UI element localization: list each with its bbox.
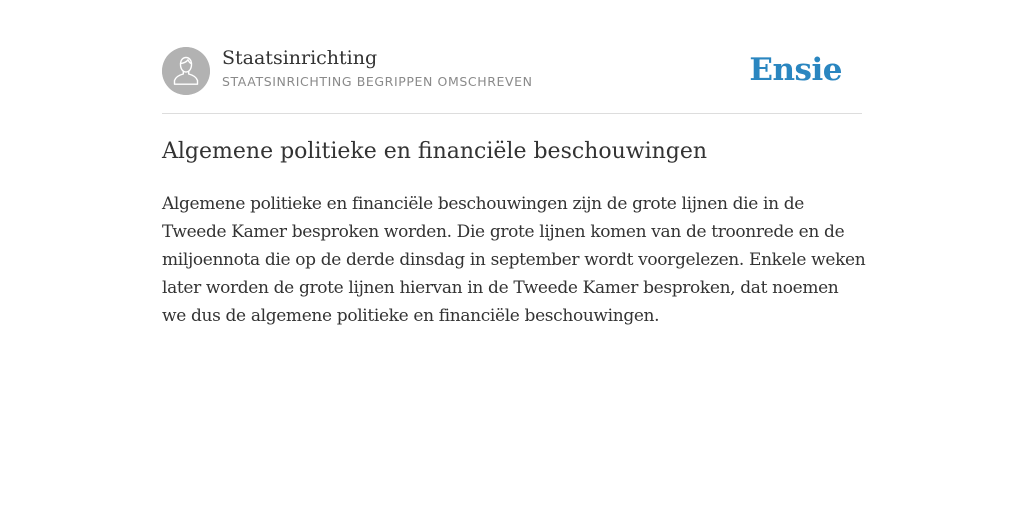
- article-body: Algemene politieke en financiële beschouwingen zijn de grote lijnen die in de Tweede Kamer besproken worden. Die grote lijnen komen van de troonrede en de miljoennota die op de derde dinsdag in september wordt voorgelezen. Enkele weken later worden de grote lijnen hiervan in de Tweede Kamer besproken, dat noemen we dus de algemene politieke en financiële beschouwingen.: [162, 194, 866, 326]
- author-name[interactable]: Staatsinrichting: [222, 47, 378, 69]
- user-silhouette-icon: [162, 47, 210, 95]
- author-avatar[interactable]: [162, 47, 210, 95]
- header: [162, 46, 862, 96]
- brand-logo[interactable]: Ensie: [749, 52, 842, 88]
- divider: [162, 113, 862, 114]
- author-subtitle: STAATSINRICHTING BEGRIPPEN OMSCHREVEN: [222, 74, 533, 89]
- article-title: Algemene politieke en financiële beschouwingen: [162, 139, 708, 164]
